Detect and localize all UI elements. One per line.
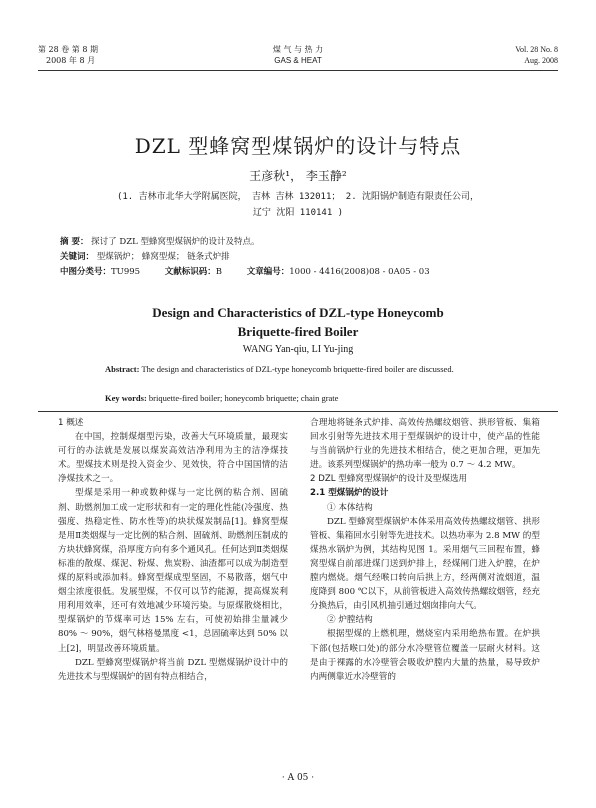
right-column [310, 416, 540, 684]
article-no-label: 文章编号： [246, 267, 290, 277]
header-volume-cn: 第 28 卷 第 8 期 [38, 45, 98, 54]
english-keywords-text: briquette-fired boiler; honeycomb briquette; chain grate [146, 393, 339, 403]
paragraph-1: 在中国，控制煤烟型污染，改善大气环境质量，最现实可行的办法就是发展以煤炭高效洁净利用为主的洁净煤技术。型煤技术则是投入资金少、见效快，符合中国国情的洁净煤技术之一。 [58, 432, 288, 485]
paragraph-2: 型煤是采用一种或数种煤与一定比例的粘合剂、固硫剂、助燃剂加工成一定形状和有一定的理化性能(冷强度、热强度、热稳定性、防水性等)的块状煤炭制品[1]。蜂窝型煤是用Ⅱ类烟煤与一定比例的粘合剂、固硫剂、助燃剂压制成的方块状蜂窝煤，沿厚度方向有多个通风孔。任何达到Ⅱ类烟煤标准的散煤、煤泥、粉煤、焦炭粉、油渣都可以成为制造型煤的原料或添加料。蜂窝型煤成型坚固，不易散落，烟气中烟尘浓度很低。发展型煤，不仅可以节约能源，提高煤炭利用利用效率，还可有效地减少环境污染。与原煤散烧相比，型煤锅炉的节煤率可达 15% 左右，可使初始排尘量减少 80% ～ 90%，烟气林格曼黑度 <1，总固硫率达到 50% 以上[2]，明显改善环境质量。 [58, 488, 288, 654]
header-journal-cn: 煤 气 与 热 力 [272, 45, 324, 54]
paragraph-6: 根据型煤的上燃机理，燃烧室内采用绝热布置。在炉拱下部(包括喉口处)的部分水冷壁管位覆盖一层耐火材料。这是由于裸露的水冷壁管会吸收炉膛内大量的热量，易导致炉内两侧靠近水冷壁管的 [310, 629, 540, 682]
abstract-cn [60, 236, 259, 248]
article-no-value: 1000 - 4416(2008)08 - 0A05 - 03 [289, 267, 430, 277]
page-number: · A 05 · [281, 773, 315, 783]
clc-label: 中图分类号： [60, 267, 112, 277]
keywords-cn-text: 型煤锅炉； 蜂窝型煤； 链条式炉排 [96, 252, 230, 262]
paper-title: DZL 型蜂窝型煤锅炉的设计与特点 [134, 134, 462, 158]
header-volume-en: Vol. 28 No. 8 [515, 45, 558, 54]
english-keywords-label: Key words: [105, 393, 147, 403]
english-keywords [105, 392, 541, 405]
keywords-cn [60, 251, 230, 263]
english-abstract [105, 363, 541, 376]
english-title-line-1: Design and Characteristics of DZL-type Honeycomb [152, 305, 444, 320]
classification-line [60, 266, 430, 278]
english-abstract-label: Abstract: [105, 364, 140, 374]
english-title-line-2: Briquette-fired Boiler [237, 324, 359, 339]
paragraph-5: DZL 型蜂窝型煤锅炉本体采用高效传热螺纹烟管、拱形管板、集箱回水引射等先进技术。以热功率为 2.8 MW 的型煤热水锅炉为例，其结构见图 1。采用烟气三回程布置，蜂窝型煤自前部进煤门送到炉排上，经煤闸门进入炉膛，在炉膛内燃烧。烟气经喉口转向后拱上方，经两侧对流烟道，温度降到 800 ℃以下，从前管板进入高效传热螺纹烟管，经充分换热后，由引风机抽引通过烟囱排向大气。 [310, 516, 540, 612]
abstract-cn-label: 摘 要： [60, 237, 89, 247]
affiliation-line-1: (1. 吉林市北华大学附属医院， 吉林 吉林 132011； 2. 沈阳锅炉制造有限责任公司， [116, 192, 480, 202]
english-title [0, 303, 596, 341]
header-right [515, 44, 558, 66]
doc-code-value: B [215, 267, 223, 277]
clc-value: TU995 [111, 267, 141, 277]
affiliation-line-2: 辽宁 沈阳 110141 ) [252, 208, 344, 218]
keywords-cn-label: 关键词： [60, 252, 95, 262]
subsection-furnace-heading: ② 炉膛结构 [327, 615, 373, 626]
paper-authors: 王彦秋¹， 李玉静² [249, 169, 347, 183]
header-journal-en: GAS & HEAT [274, 56, 322, 65]
paragraph-4: 合理地将链条式炉排、高效传热螺纹烟管、拱形管板、集箱回水引射等先进技术用于型煤锅炉的设计中，使产品的性能与当前锅炉行业的先进技术相结合，使之更加合理，更加先进。该系列型煤锅炉的热功率一般为 0.7 ～ 4.2 MW。 [310, 418, 540, 471]
header-rule [38, 70, 558, 71]
header-center [0, 44, 596, 66]
english-authors: WANG Yan-qiu, LI Yu-jing [242, 344, 354, 355]
affiliation [90, 189, 506, 221]
header-date-en: Aug. 2008 [524, 56, 558, 65]
left-column [58, 416, 288, 684]
section-2-heading: 2 DZL 型蜂窝型煤锅炉的设计及型煤选用 [310, 474, 468, 485]
paragraph-3: DZL 型蜂窝型煤锅炉将当前 DZL 型燃煤锅炉设计中的先进技术与型煤锅炉的固有特点相结合， [58, 657, 288, 682]
section-2-1-heading: 2.1 型煤锅炉的设计 [310, 488, 389, 499]
section-1-heading: 1 概述 [58, 418, 84, 428]
english-abstract-text: The design and characteristics of DZL-type honeycomb briquette-fired boiler are discussed. [139, 364, 454, 374]
doc-code-label: 文献标识码： [164, 267, 216, 277]
header-date-cn: 2008 年 8 月 [46, 56, 96, 65]
abstract-rule [38, 411, 558, 412]
subsection-body-structure-heading: ① 本体结构 [327, 502, 373, 513]
abstract-cn-text: 探讨了 DZL 型蜂窝型煤锅炉的设计及特点。 [91, 237, 260, 247]
